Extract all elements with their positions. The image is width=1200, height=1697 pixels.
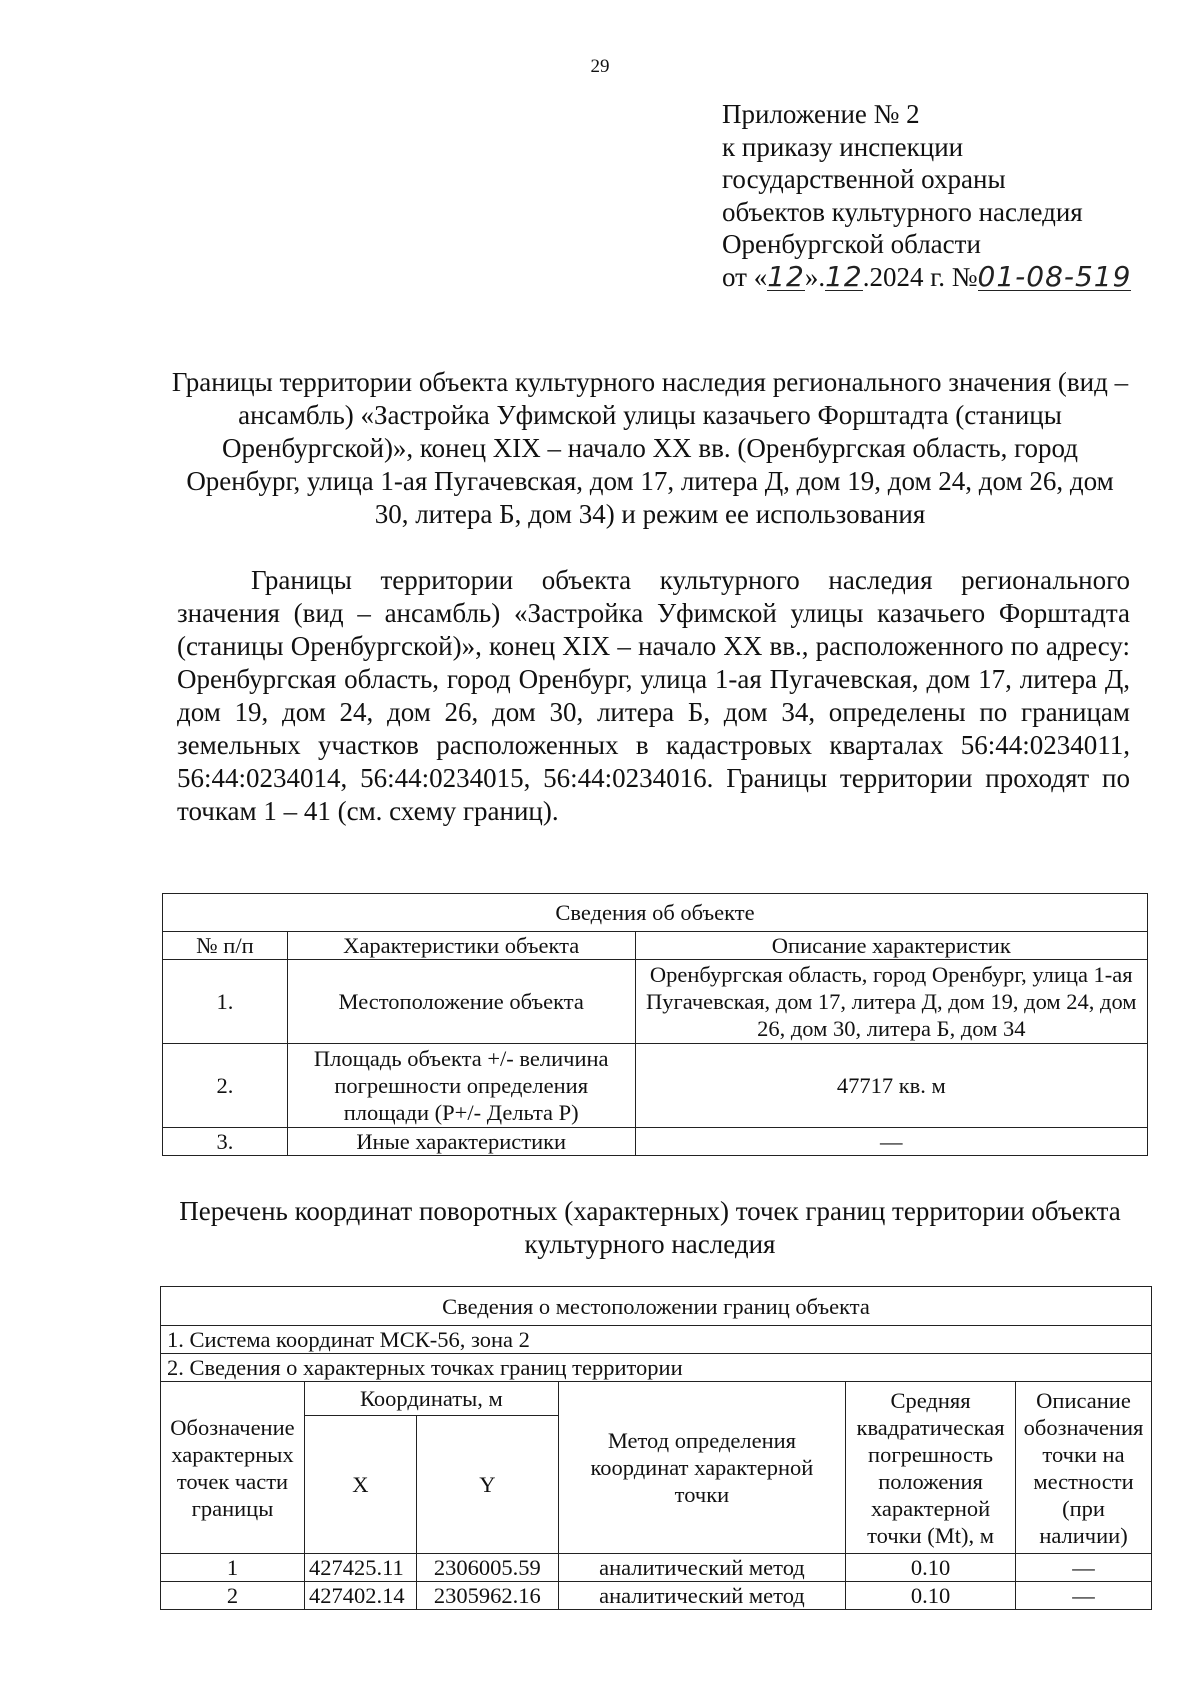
date-year: .2024 г. № — [862, 261, 978, 292]
description-cell: 47717 кв. м — [635, 1044, 1147, 1128]
y-header: Y — [416, 1416, 558, 1554]
x-header: X — [304, 1416, 416, 1554]
coordinates-section-title: Перечень координат поворотных (характерных) точек границ территории объекта культурного наследия — [179, 1196, 1121, 1259]
x-cell: 427402.14 — [304, 1582, 416, 1610]
characteristic-cell: Площадь объекта +/- величина погрешности определения площади (P+/- Дельта P) — [287, 1044, 635, 1128]
appendix-line: Оренбургской области — [722, 229, 981, 259]
description-cell: — — [1016, 1554, 1152, 1582]
appendix-line: объектов культурного наследия — [722, 196, 1083, 227]
table-row — [163, 1128, 1148, 1156]
method-cell: аналитический метод — [558, 1582, 845, 1610]
row-number: 2. — [163, 1044, 288, 1128]
y-cell: 2305962.16 — [416, 1582, 558, 1610]
document-title: Границы территории объекта культурного наследия регионального значения (вид – ансамбль) «Застройка Уфимской улицы казачьего Форштадта (станицы Оренбургской)», конец XIX – начало XX вв. (Оренбургская область, город Оренбург, улица 1-ая Пугачевская, дом 17, литера Д, дом 19, дом 24, дом 26, дом 30, литера Б, дом 34) и режим ее использования — [171, 367, 1129, 529]
coordinates-table — [160, 1286, 1152, 1610]
object-info-table — [162, 893, 1148, 1156]
error-cell: 0.10 — [846, 1554, 1016, 1582]
date-prefix: от « — [722, 261, 768, 292]
coordinates-header: Координаты, м — [304, 1382, 558, 1416]
body-paragraph: Границы территории объекта культурного наследия регионального значения (вид – ансамбль) «Застройка Уфимской улицы казачьего Форштадта (станицы Оренбургской)», конец XIX – начало XX вв., расположенного по адресу: Оренбургская область, город Оренбург, улица 1-ая Пугачевская, дом 17, литера Д, дом 19, дом 24, дом 26, дом 30, литера Б, дом 34, определены по границам земельных участков расположенных в кадастровых кварталах 56:44:0234011, 56:44:0234014, 56:44:0234015, 56:44:0234016. Границы территории проходят по точкам 1 – 41 (см. схему границ). — [177, 565, 1130, 826]
column-header: Характеристики объекта — [287, 932, 635, 960]
coordinate-system: 1. Система координат МСК-56, зона 2 — [161, 1326, 1152, 1354]
description-header: Описание обозначения точки на местности (при наличии) — [1016, 1382, 1152, 1554]
description-cell: — — [635, 1128, 1147, 1156]
table-row — [161, 1554, 1152, 1582]
table-row — [163, 960, 1148, 1044]
characteristic-cell: Иные характеристики — [287, 1128, 635, 1156]
description-cell: Оренбургская область, город Оренбург, улица 1-ая Пугачевская, дом 17, литера Д, дом 19, дом 24, дом 26, дом 30, литера Б, дом 34 — [635, 960, 1147, 1044]
table-row — [163, 1044, 1148, 1128]
page-number: 29 — [590, 56, 610, 77]
appendix-line: государственной охраны — [722, 164, 1006, 194]
row-number: 1. — [163, 960, 288, 1044]
date-mid: ». — [804, 261, 826, 292]
x-cell: 427425.11 — [304, 1554, 416, 1582]
points-caption: 2. Сведения о характерных точках границ территории — [161, 1354, 1152, 1382]
description-cell: — — [1016, 1582, 1152, 1610]
point-cell: 2 — [161, 1582, 305, 1610]
appendix-date-line — [722, 261, 1162, 294]
y-cell: 2306005.59 — [416, 1554, 558, 1582]
error-header: Средняя квадратическая погрешность положения характерной точки (Mt), м — [846, 1382, 1016, 1554]
handwritten-day: 12 — [767, 259, 805, 293]
error-cell: 0.10 — [846, 1582, 1016, 1610]
method-cell: аналитический метод — [558, 1554, 845, 1582]
point-cell: 1 — [161, 1554, 305, 1582]
handwritten-order-number: 01-08-519 — [977, 259, 1132, 293]
column-header: № п/п — [163, 932, 288, 960]
column-header: Описание характеристик — [635, 932, 1147, 960]
handwritten-month: 12 — [825, 259, 863, 293]
table-row — [161, 1582, 1152, 1610]
object-table-caption: Сведения об объекте — [163, 894, 1148, 932]
method-header: Метод определения координат характерной точки — [558, 1382, 845, 1554]
coords-table-caption: Сведения о местоположении границ объекта — [161, 1287, 1152, 1326]
appendix-line: к приказу инспекции — [722, 131, 964, 162]
row-number: 3. — [163, 1128, 288, 1156]
appendix-line: Приложение № 2 — [722, 99, 920, 129]
designation-header: Обозначение характерных точек части границы — [161, 1382, 305, 1554]
characteristic-cell: Местоположение объекта — [287, 960, 635, 1044]
appendix-block — [722, 98, 1162, 293]
